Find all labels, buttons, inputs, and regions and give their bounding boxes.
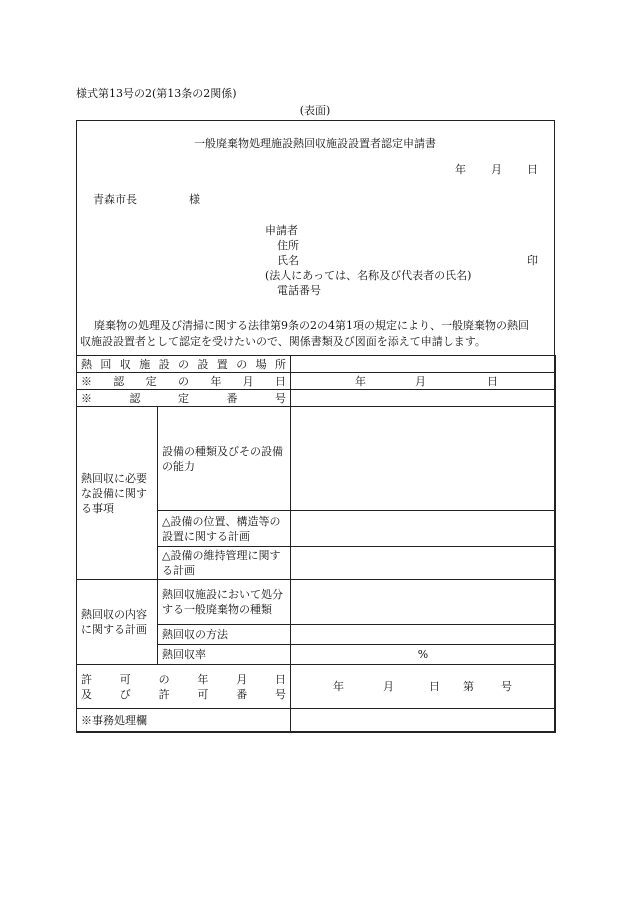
equipment-row-value[interactable] bbox=[291, 547, 556, 580]
applicant-name-label: 氏名 bbox=[277, 254, 299, 267]
rate-unit: % bbox=[417, 648, 429, 661]
date-day: 日 bbox=[527, 163, 538, 176]
plan-row-label: 熱回収施設において処分する一般廃棄物の種類 bbox=[158, 580, 291, 625]
office-use-value[interactable] bbox=[291, 709, 556, 733]
statement-line-1: 廃棄物の処理及び清掃に関する法律第9条の2の4第1項の規定により、一般廃棄物の熱回 bbox=[94, 319, 529, 332]
permit-value[interactable] bbox=[291, 665, 556, 709]
equipment-row-label: △設備の維持管理に関する計画 bbox=[158, 547, 291, 580]
equipment-group-label: 熱回収に必要な設備に関する事項 bbox=[77, 407, 158, 580]
applicant-phone-label: 電話番号 bbox=[277, 284, 321, 297]
addressee-name: 青森市長 bbox=[93, 193, 137, 206]
plan-row-value[interactable] bbox=[291, 580, 556, 625]
applicant-label: 申請者 bbox=[265, 224, 298, 237]
permit-no-suffix: 号 bbox=[501, 680, 512, 693]
statement-line-2: 収施設設置者として認定を受けたいので、関係書類及び図面を添えて申請します。 bbox=[80, 335, 486, 348]
applicant-note: (法人にあっては、名称及び代表者の氏名) bbox=[265, 269, 472, 282]
cert-number-value[interactable] bbox=[291, 390, 556, 407]
cert-date-day: 日 bbox=[487, 374, 498, 388]
table-row bbox=[77, 407, 556, 511]
plan-row-label: 熱回収率 bbox=[158, 645, 291, 665]
equipment-row-value[interactable] bbox=[291, 407, 556, 511]
permit-no-prefix: 第 bbox=[463, 680, 474, 693]
plan-row-value[interactable] bbox=[291, 625, 556, 645]
form-title: 一般廃棄物処理施設熱回収施設設置者認定申請書 bbox=[194, 137, 436, 150]
cert-date-month: 月 bbox=[415, 374, 426, 388]
permit-label-line-2: 及 び 許 可 番 号 bbox=[81, 687, 286, 701]
table-row bbox=[77, 390, 556, 407]
cert-date-year: 年 bbox=[355, 374, 366, 388]
office-use-label: ※事務処理欄 bbox=[77, 709, 291, 733]
plan-row-label: 熱回収の方法 bbox=[158, 625, 291, 645]
table-row bbox=[77, 580, 556, 625]
table-row bbox=[77, 665, 556, 709]
location-label: 熱回収施設の設置の場所 bbox=[77, 356, 291, 373]
side-label: (表面) bbox=[299, 104, 331, 117]
permit-month: 月 bbox=[383, 680, 394, 693]
table-row bbox=[77, 373, 556, 390]
addressee-honorific: 様 bbox=[189, 193, 200, 206]
application-table bbox=[76, 355, 556, 733]
equipment-row-label: △設備の位置、構造等の設置に関する計画 bbox=[158, 511, 291, 547]
cert-date-label: ※ 認 定 の 年 月 日 bbox=[77, 373, 291, 390]
permit-year: 年 bbox=[333, 680, 344, 693]
permit-label bbox=[77, 665, 291, 709]
date-month: 月 bbox=[491, 163, 502, 176]
table-row bbox=[77, 356, 556, 373]
cert-date-value[interactable] bbox=[291, 373, 556, 390]
plan-group-label: 熱回収の内容に関する計画 bbox=[77, 580, 158, 665]
heat-recovery-rate-value[interactable] bbox=[291, 645, 556, 665]
seal-mark: 印 bbox=[527, 254, 538, 267]
cert-number-label: ※ 認 定 番 号 bbox=[77, 390, 291, 407]
date-year: 年 bbox=[455, 163, 466, 176]
form-number: 様式第13号の2(第13条の2関係) bbox=[76, 87, 237, 100]
applicant-address-label: 住所 bbox=[277, 239, 299, 252]
location-value[interactable] bbox=[291, 356, 556, 373]
permit-day: 日 bbox=[429, 680, 440, 693]
equipment-row-value[interactable] bbox=[291, 511, 556, 547]
equipment-row-label: 設備の種類及びその設備の能力 bbox=[158, 407, 291, 511]
permit-label-line-1: 許 可 の 年 月 日 bbox=[81, 672, 286, 686]
table-row bbox=[77, 709, 556, 733]
